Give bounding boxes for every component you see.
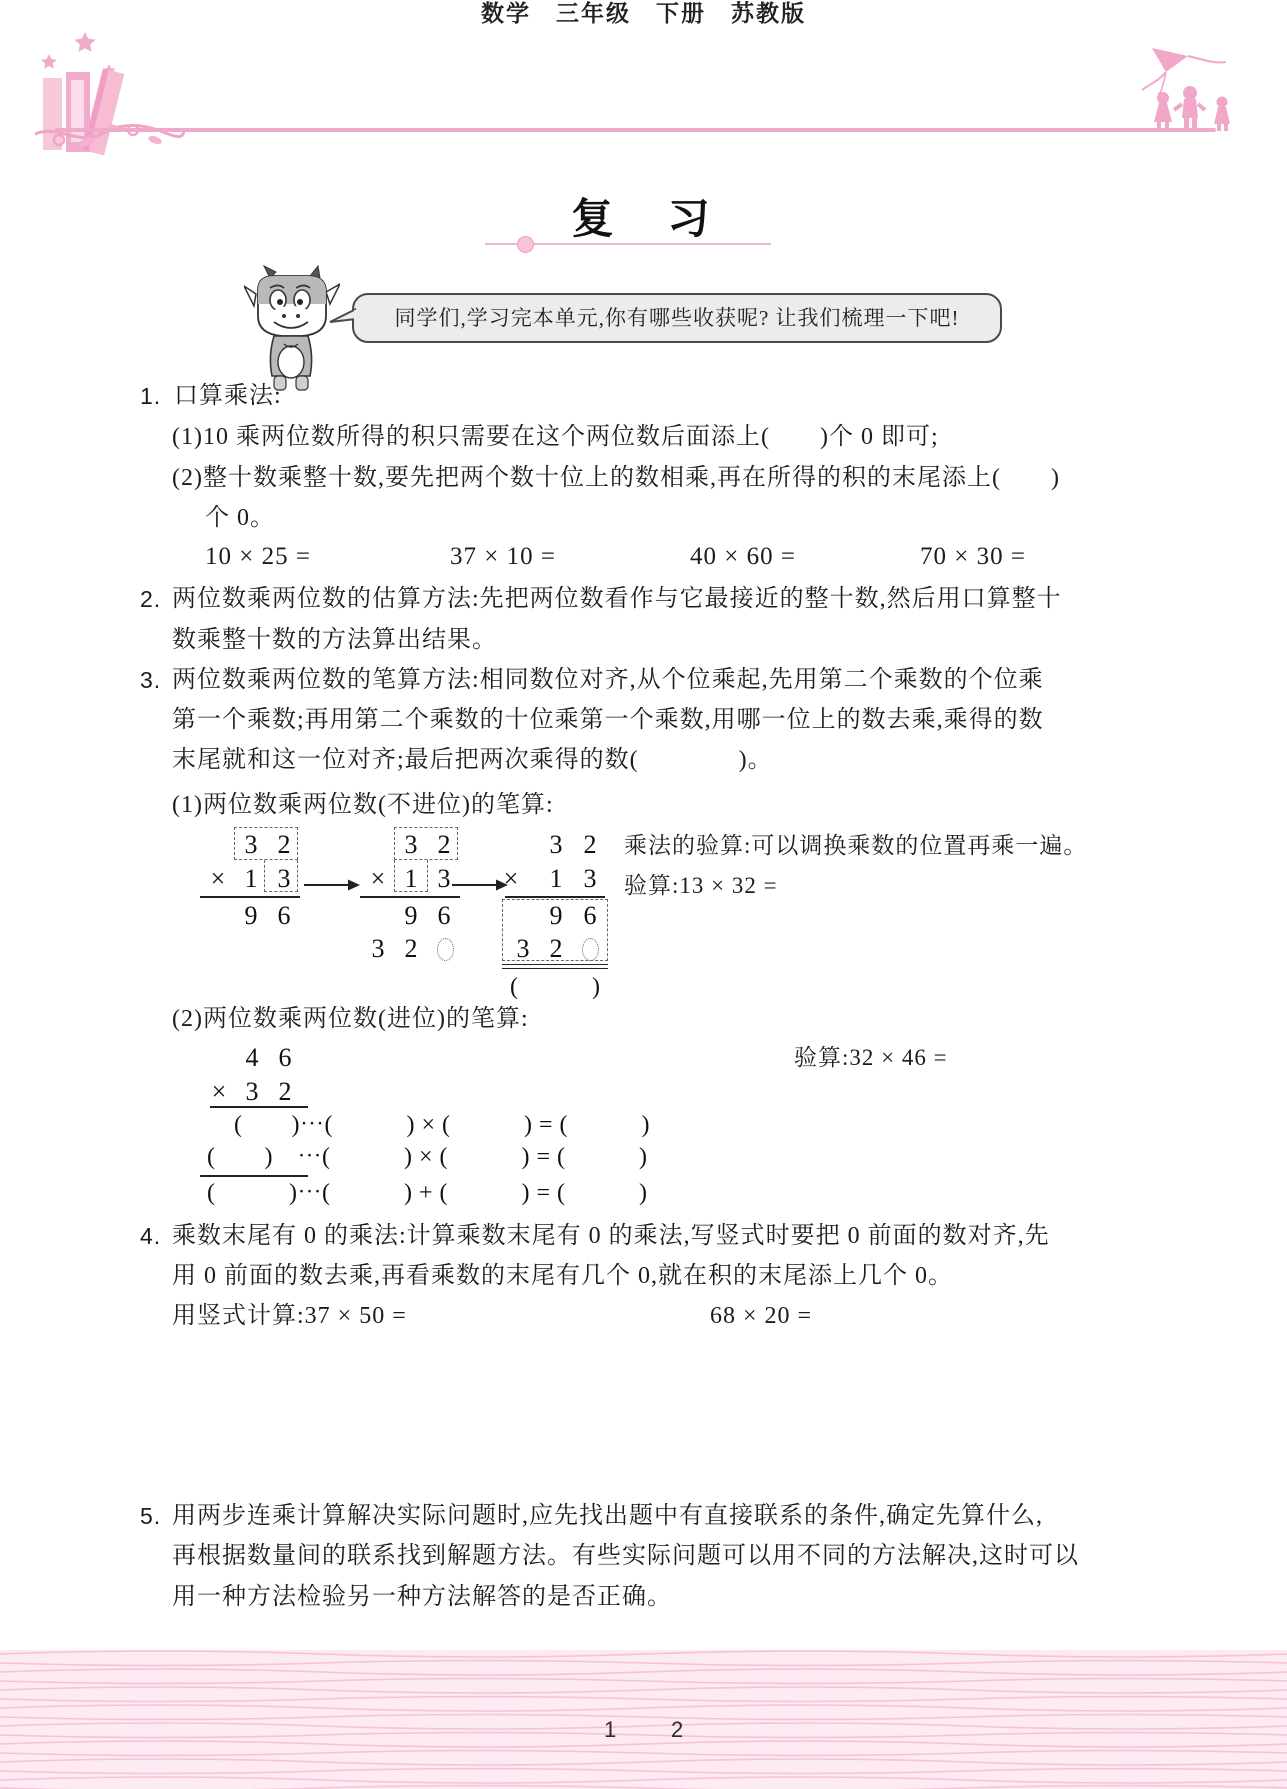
step3-top-digit: 3 — [549, 830, 563, 859]
item3-line3: 末尾就和这一位对齐;最后把两次乘得的数( )。 — [172, 747, 773, 773]
step3-product-digit: 9 — [549, 901, 563, 930]
carry-mult-digit: 2 — [278, 1077, 292, 1106]
lesson-title: 复 习 — [571, 197, 716, 243]
page-header-book-title: 数学 三年级 下册 苏教版 — [481, 1, 806, 26]
item4-line1: 乘数末尾有 0 的乘法:计算乘数末尾有 0 的乘法,写竖式时要把 0 前面的数对齐,先 — [172, 1223, 1050, 1249]
step1-top-digit: 2 — [277, 830, 291, 859]
item3-line1: 两位数乘两位数的笔算方法:相同数位对齐,从个位乘起,先用第二个乘数的个位乘 — [172, 667, 1044, 693]
step2-rule — [360, 896, 460, 898]
item2-line1: 两位数乘两位数的估算方法:先把两位数看作与它最接近的整十数,然后用口算整十 — [172, 586, 1062, 612]
multiply-sign: × — [210, 864, 226, 893]
check-expression-2: 验算:32 × 46 = — [794, 1045, 948, 1070]
step2-product-digit: 9 — [404, 901, 418, 930]
step2-top-digit: 3 — [404, 830, 418, 859]
step3-partial-digit: 3 — [516, 934, 530, 963]
item3-sub1-heading: (1)两位数乘两位数(不进位)的笔算: — [172, 792, 554, 818]
step2-partial-digit: 2 — [404, 934, 418, 963]
step2-dashed-box-top — [394, 827, 458, 860]
carry-rule-2 — [200, 1175, 308, 1177]
ghost-zero — [437, 938, 454, 961]
step1-top-digit: 3 — [244, 830, 258, 859]
oral-eq-4: 70 × 30 = — [920, 543, 1026, 570]
oral-eq-2: 37 × 10 = — [450, 543, 556, 570]
carry-row-3: ( )⋯( ) + ( ) = ( ) — [207, 1180, 648, 1206]
step2-mult-digit: 3 — [437, 864, 451, 893]
carry-row-2: ( ) ⋯( ) × ( ) = ( ) — [207, 1144, 648, 1170]
speech-bubble-text: 同学们,学习完本单元,你有哪些收获呢? 让我们梳理一下吧! — [394, 306, 960, 330]
item5-line3: 用一种方法检验另一种方法解答的是否正确。 — [172, 1584, 672, 1610]
item4-line2: 用 0 前面的数去乘,再看乘数的末尾有几个 0,就在积的末尾添上几个 0。 — [172, 1263, 953, 1289]
step3-dashed-box-products — [502, 899, 608, 961]
item5-number: 5. — [140, 1503, 162, 1529]
carry-top-digit: 4 — [245, 1043, 259, 1072]
page-number-left: 1 — [604, 1717, 617, 1742]
step3-double-rule — [502, 964, 608, 969]
item5-line1: 用两步连乘计算解决实际问题时,应先找出题中有直接联系的条件,确定先算什么, — [172, 1503, 1043, 1529]
kite-flyers-decoration-icon — [1130, 46, 1250, 132]
step2-top-digit: 2 — [437, 830, 451, 859]
step3-mult-digit: 1 — [549, 864, 563, 893]
step1-mult-digit: 3 — [277, 864, 291, 893]
step1-product-digit: 9 — [244, 901, 258, 930]
step3-rule — [505, 896, 605, 898]
header-rule — [55, 128, 1216, 132]
step1-mult-digit: 1 — [244, 864, 258, 893]
item2-line2: 数乘整十数的方法算出结果。 — [172, 627, 497, 653]
item4-number: 4. — [140, 1223, 162, 1249]
item3-sub2-heading: (2)两位数乘两位数(进位)的笔算: — [172, 1006, 529, 1032]
check-note: 乘法的验算:可以调换乘数的位置再乘一遍。 — [624, 833, 1088, 858]
carry-top-digit: 6 — [278, 1043, 292, 1072]
step3-partial-digit: 2 — [549, 934, 563, 963]
title-dot — [517, 236, 534, 253]
multiply-sign: × — [503, 864, 519, 893]
item4-worksheet-eq2: 68 × 20 = — [710, 1303, 813, 1329]
step3-mult-digit: 3 — [583, 864, 597, 893]
footer-wave-band — [0, 1650, 1287, 1789]
item1-number: 1. — [140, 383, 162, 409]
step2-dashed-box-tens — [394, 860, 428, 892]
multiply-sign: × — [211, 1077, 227, 1106]
item3-line2: 第一个乘数;再用第二个乘数的十位乘第一个乘数,用哪一位上的数去乘,乘得的数 — [172, 707, 1044, 733]
item5-line2: 再根据数量间的联系找到解题方法。有些实际问题可以用不同的方法解决,这时可以 — [172, 1543, 1079, 1569]
multiply-sign: × — [370, 864, 386, 893]
wave-lines-icon — [0, 1650, 1287, 1789]
item1-line2: (2)整十数乘整十数,要先把两个数十位上的数相乘,再在所得的积的末尾添上( ) — [172, 465, 1060, 491]
oral-eq-1: 10 × 25 = — [205, 543, 311, 570]
step2-mult-digit: 1 — [404, 864, 418, 893]
step3-answer-blank: ( ) — [510, 974, 601, 1000]
check-expression-1: 验算:13 × 32 = — [624, 873, 778, 898]
step1-rule — [200, 896, 300, 898]
step2-partial-digit: 3 — [371, 934, 385, 963]
item1-line1: (1)10 乘两位数所得的积只需要在这个两位数后面添上( )个 0 即可; — [172, 424, 939, 450]
carry-rule-1 — [210, 1106, 308, 1108]
step3-top-digit: 2 — [583, 830, 597, 859]
carry-mult-digit: 3 — [245, 1077, 259, 1106]
step1-dashed-box-top — [234, 827, 298, 860]
item2-number: 2. — [140, 586, 162, 612]
step2-product-digit: 6 — [437, 901, 451, 930]
oral-eq-3: 40 × 60 = — [690, 543, 796, 570]
step1-product-digit: 6 — [277, 901, 291, 930]
item1-line3: 个 0。 — [205, 505, 275, 531]
step3-product-digit: 6 — [583, 901, 597, 930]
step1-dashed-box-ones — [264, 860, 298, 892]
item4-worksheet-label: 用竖式计算:37 × 50 = — [172, 1303, 407, 1329]
page-number-right: 2 — [671, 1717, 684, 1742]
arrow-right-icon — [304, 878, 360, 892]
carry-row-1: ( )⋯( ) × ( ) = ( ) — [234, 1112, 651, 1138]
item1-heading: 口算乘法: — [174, 383, 282, 409]
books-stars-decoration-icon — [35, 28, 185, 158]
item3-number: 3. — [140, 667, 162, 693]
